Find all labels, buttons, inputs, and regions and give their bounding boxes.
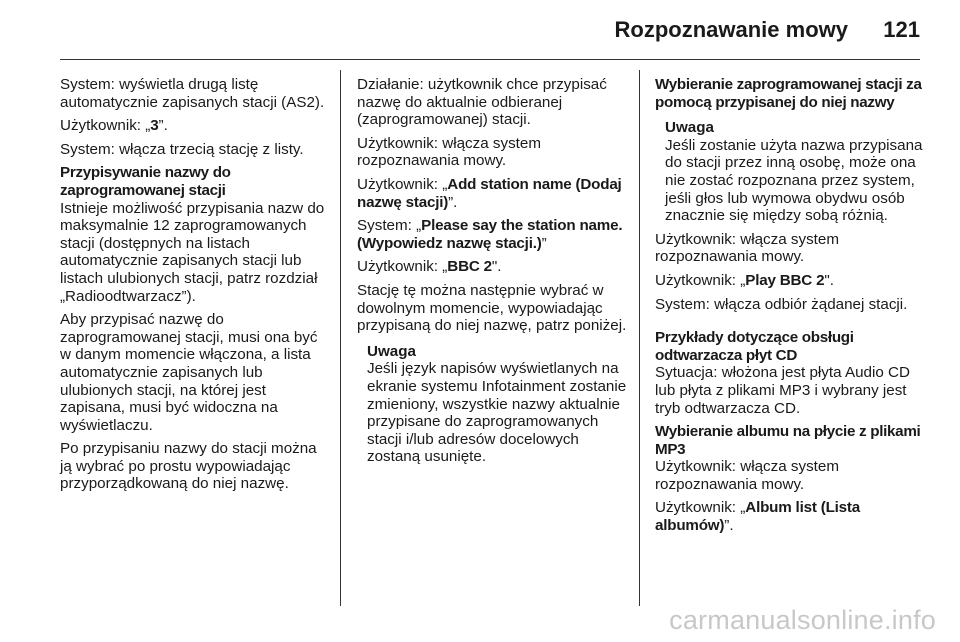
text: ”. (158, 117, 168, 135)
paragraph (655, 499, 927, 534)
paragraph: Użytkownik: włącza system rozpoznawania mowy. (655, 230, 839, 266)
spacer (655, 319, 927, 329)
header-divider (60, 59, 920, 60)
page-number: 121 (883, 17, 920, 42)
page-header (0, 0, 960, 60)
paragraph: Aby przypisać nazwę do zaprogramowanej stacji, musi ona być w danym momencie włączona, a lista automatycznie zapisanych lub ulubionych stacji, na której jest zapisana, musi być widoczna na wyświetlaczu. (60, 311, 318, 434)
note-box (665, 119, 927, 225)
text: Użytkownik: „ (60, 117, 151, 135)
command-text: 3 (150, 117, 159, 135)
section-heading: Wybieranie albumu na płycie z plikami MP3 (655, 423, 921, 458)
section-heading: Wybieranie zaprogramowanej stacji za pomocą przypisanej do niej nazwy (655, 76, 922, 111)
paragraph: Stację tę można następnie wybrać w dowolnym momencie, wypowiadając przypisaną do niej nazwę, patrz poniżej. (357, 281, 627, 335)
note-text: Jeśli zostanie użyta nazwa przypisana do stacji przez inną osobę, może ona nie zostać rozpoznana przez system, jeśli głos lub wymowa obydwu osób znacznie się między sobą różnią. (665, 136, 923, 225)
paragraph: System: włącza odbiór żądanej stacji. (655, 295, 908, 313)
column-divider-1 (340, 70, 341, 606)
paragraph: System: wyświetla drugą listę automatycznie zapisanych stacji (AS2). (60, 76, 325, 111)
text: Użytkownik: „ (655, 499, 746, 517)
column-1 (60, 76, 332, 499)
paragraph (357, 258, 632, 276)
text: Użytkownik: „ (655, 271, 746, 289)
note-box (367, 343, 632, 466)
paragraph (60, 117, 332, 135)
text: ”. (448, 193, 458, 211)
text: ” (541, 234, 547, 252)
command-text: Please say the station name. (Wypowiedz nazwę stacji.) (357, 217, 623, 252)
note-title: Uwaga (665, 119, 714, 137)
text: ". (491, 258, 502, 276)
paragraph (357, 176, 632, 211)
paragraph (655, 272, 927, 290)
page-title: Rozpoznawanie mowy (614, 17, 848, 42)
command-text: Album list (Lista albumów) (655, 499, 861, 535)
text: ”. (724, 517, 734, 535)
paragraph: Istnieje możliwość przypisania nazw do maksymalnie 12 zaprogramowanych stacji (dostępnych na listach automatycznie zapisanych stacji lub listach ulubionych stacji, patrz rozdział „Radioodtwarzacz”). (60, 199, 325, 305)
column-3 (655, 76, 927, 541)
note-title: Uwaga (367, 342, 416, 360)
command-text: BBC 2 (447, 258, 492, 276)
column-divider-2 (639, 70, 640, 606)
command-text: Add station name (Dodaj nazwę stacji) (357, 175, 622, 211)
column-2 (357, 76, 632, 472)
section-heading: Przypisywanie nazwy do zaprogramowanej stacji (60, 164, 231, 199)
text: Użytkownik: „ (357, 175, 448, 193)
paragraph: System: włącza trzecią stację z listy. (60, 140, 304, 158)
paragraph: Użytkownik: włącza system rozpoznawania mowy. (655, 458, 839, 493)
paragraph (357, 217, 632, 252)
text: Użytkownik: „ (357, 258, 448, 276)
note-text: Jeśli język napisów wyświetlanych na ekranie systemu Infotainment zostanie zmieniony, wszystkie nazwy aktualnie przypisane do zaprogramowanych stacji i/lub adresów docelowych zostaną usunięte. (367, 360, 627, 466)
watermark: carmanualsonline.info (669, 605, 936, 635)
paragraph: Sytuacja: włożona jest płyta Audio CD lub płyta z plikami MP3 i wybrany jest tryb odtwarzacza CD. (655, 364, 910, 417)
paragraph: Działanie: użytkownik chce przypisać nazwę do aktualnie odbieranej (zaprogramowanej) stacji. (357, 76, 607, 129)
text: ". (824, 271, 834, 289)
paragraph: Po przypisaniu nazwy do stacji można ją wybrać po prostu wypowiadając przyporządkowaną do niej nazwę. (60, 440, 317, 493)
section-heading: Przykłady dotyczące obsługi odtwarzacza płyt CD (655, 329, 854, 364)
command-text: Play BBC 2 (745, 271, 825, 289)
paragraph: Użytkownik: włącza system rozpoznawania mowy. (357, 134, 541, 170)
text: System: „ (357, 217, 422, 235)
